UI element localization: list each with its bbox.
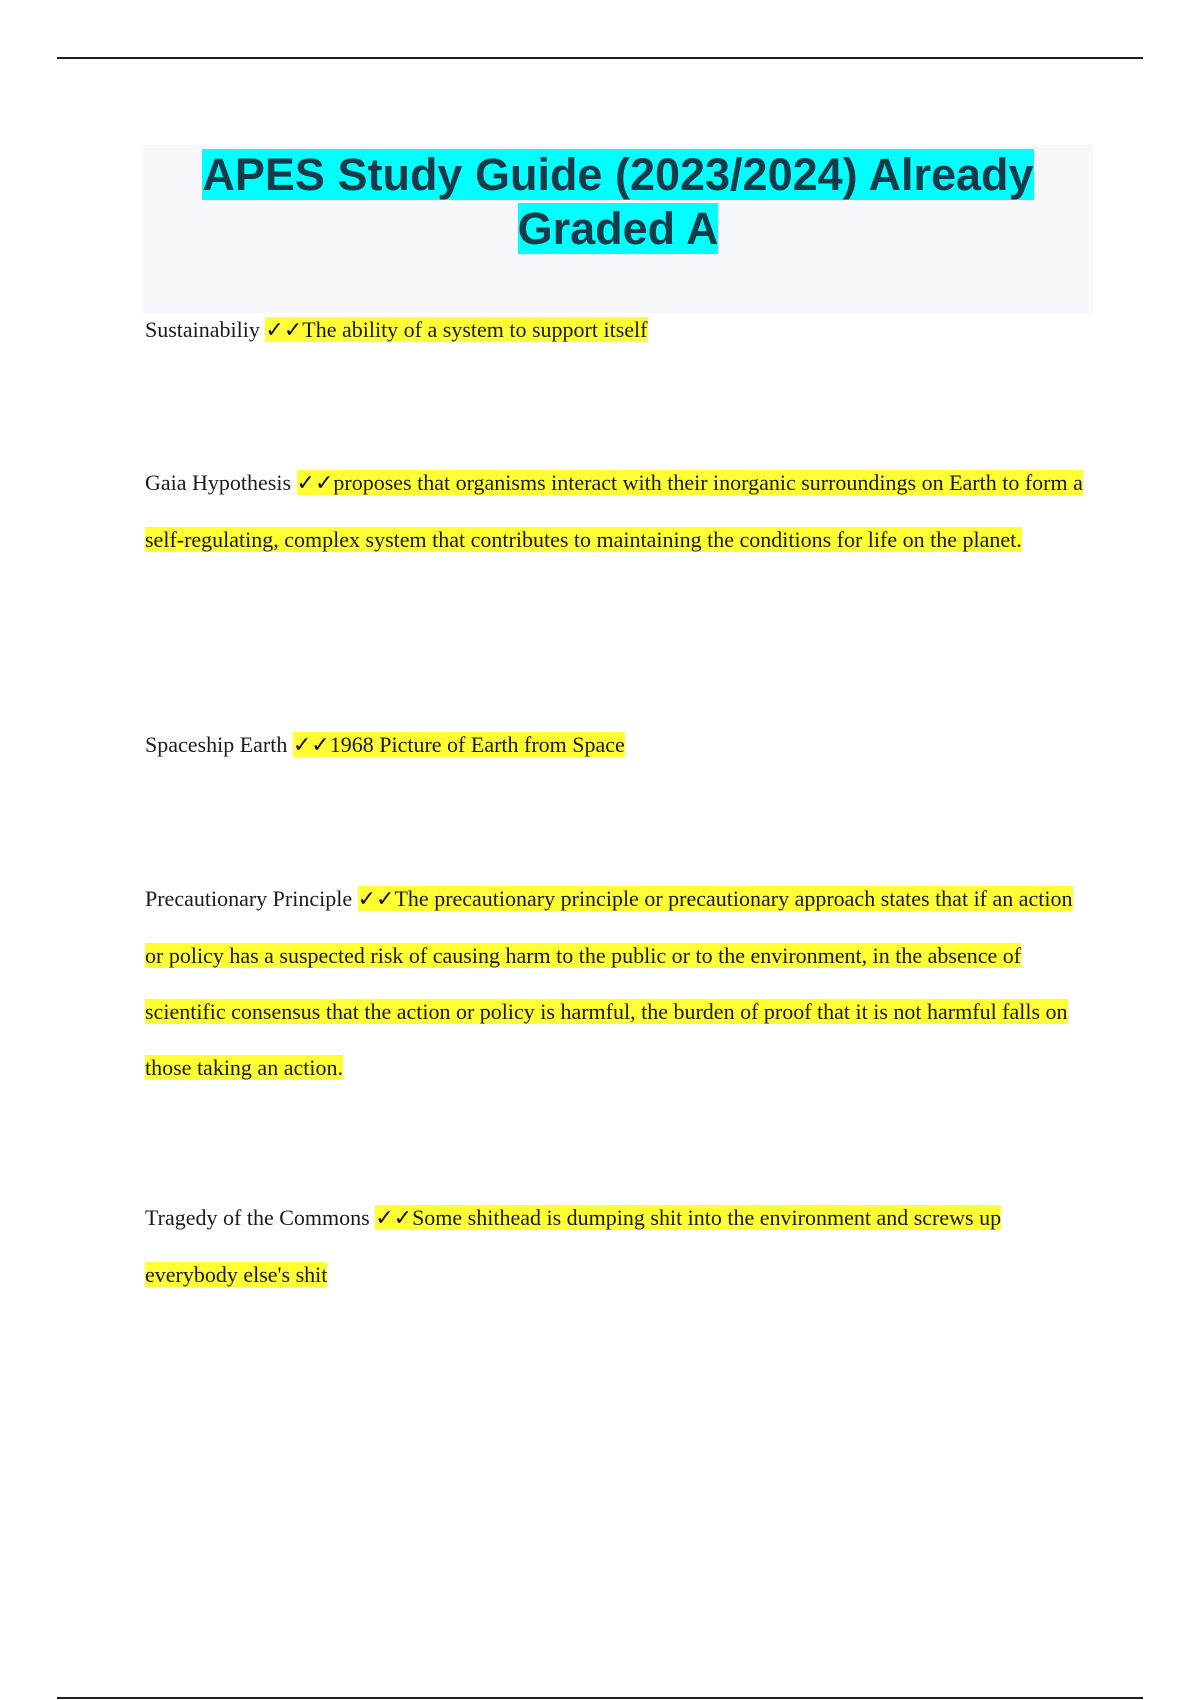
bottom-rule (57, 1697, 1143, 1699)
entry-definition (293, 732, 625, 757)
entry-term: Spaceship Earth (145, 732, 288, 757)
entry-term: Gaia Hypothesis (145, 470, 292, 495)
entry-definition-text: Some shithead is dumping shit into the environment and screws up everybody else's shit (145, 1205, 1002, 1287)
study-entry-sustainability (145, 302, 1090, 359)
study-entry-spaceship-earth (145, 717, 1090, 774)
double-check-icon: ✓✓ (296, 471, 334, 496)
title-line-2: Graded A (517, 203, 719, 254)
double-check-icon: ✓✓ (357, 887, 395, 912)
entry-term: Tragedy of the Commons (145, 1205, 370, 1230)
double-check-icon: ✓✓ (292, 733, 330, 758)
study-entry-tragedy-of-the-commons (145, 1190, 1090, 1303)
top-rule (57, 57, 1143, 59)
double-check-icon: ✓✓ (265, 318, 303, 343)
entry-definition-text: proposes that organisms interact with their inorganic surroundings on Earth to form a self-regulating, complex system that contributes to maintaining the conditions for life on the planet. (145, 470, 1083, 552)
double-check-icon: ✓✓ (375, 1206, 413, 1231)
entry-term: Sustainabiliy (145, 317, 260, 342)
title-line-1: APES Study Guide (2023/2024) Already (202, 149, 1034, 200)
entry-definition-text: The ability of a system to support itself (302, 317, 648, 342)
document-title (143, 145, 1093, 256)
entry-term: Precautionary Principle (145, 886, 353, 911)
study-entry-precautionary-principle (145, 871, 1090, 1096)
entry-definition-text: 1968 Picture of Earth from Space (329, 732, 625, 757)
entry-definition (265, 317, 647, 342)
entry-definition (145, 886, 1073, 1080)
title-block (143, 145, 1093, 313)
study-entry-gaia-hypothesis (145, 455, 1090, 568)
entry-definition-text: The precautionary principle or precautionary approach states that if an action or policy has a suspected risk of causing harm to the public or to the environment, in the absence of scientific consensus that the action or policy is harmful, the burden of proof that it is not harmful falls on those taking an action. (145, 886, 1073, 1080)
